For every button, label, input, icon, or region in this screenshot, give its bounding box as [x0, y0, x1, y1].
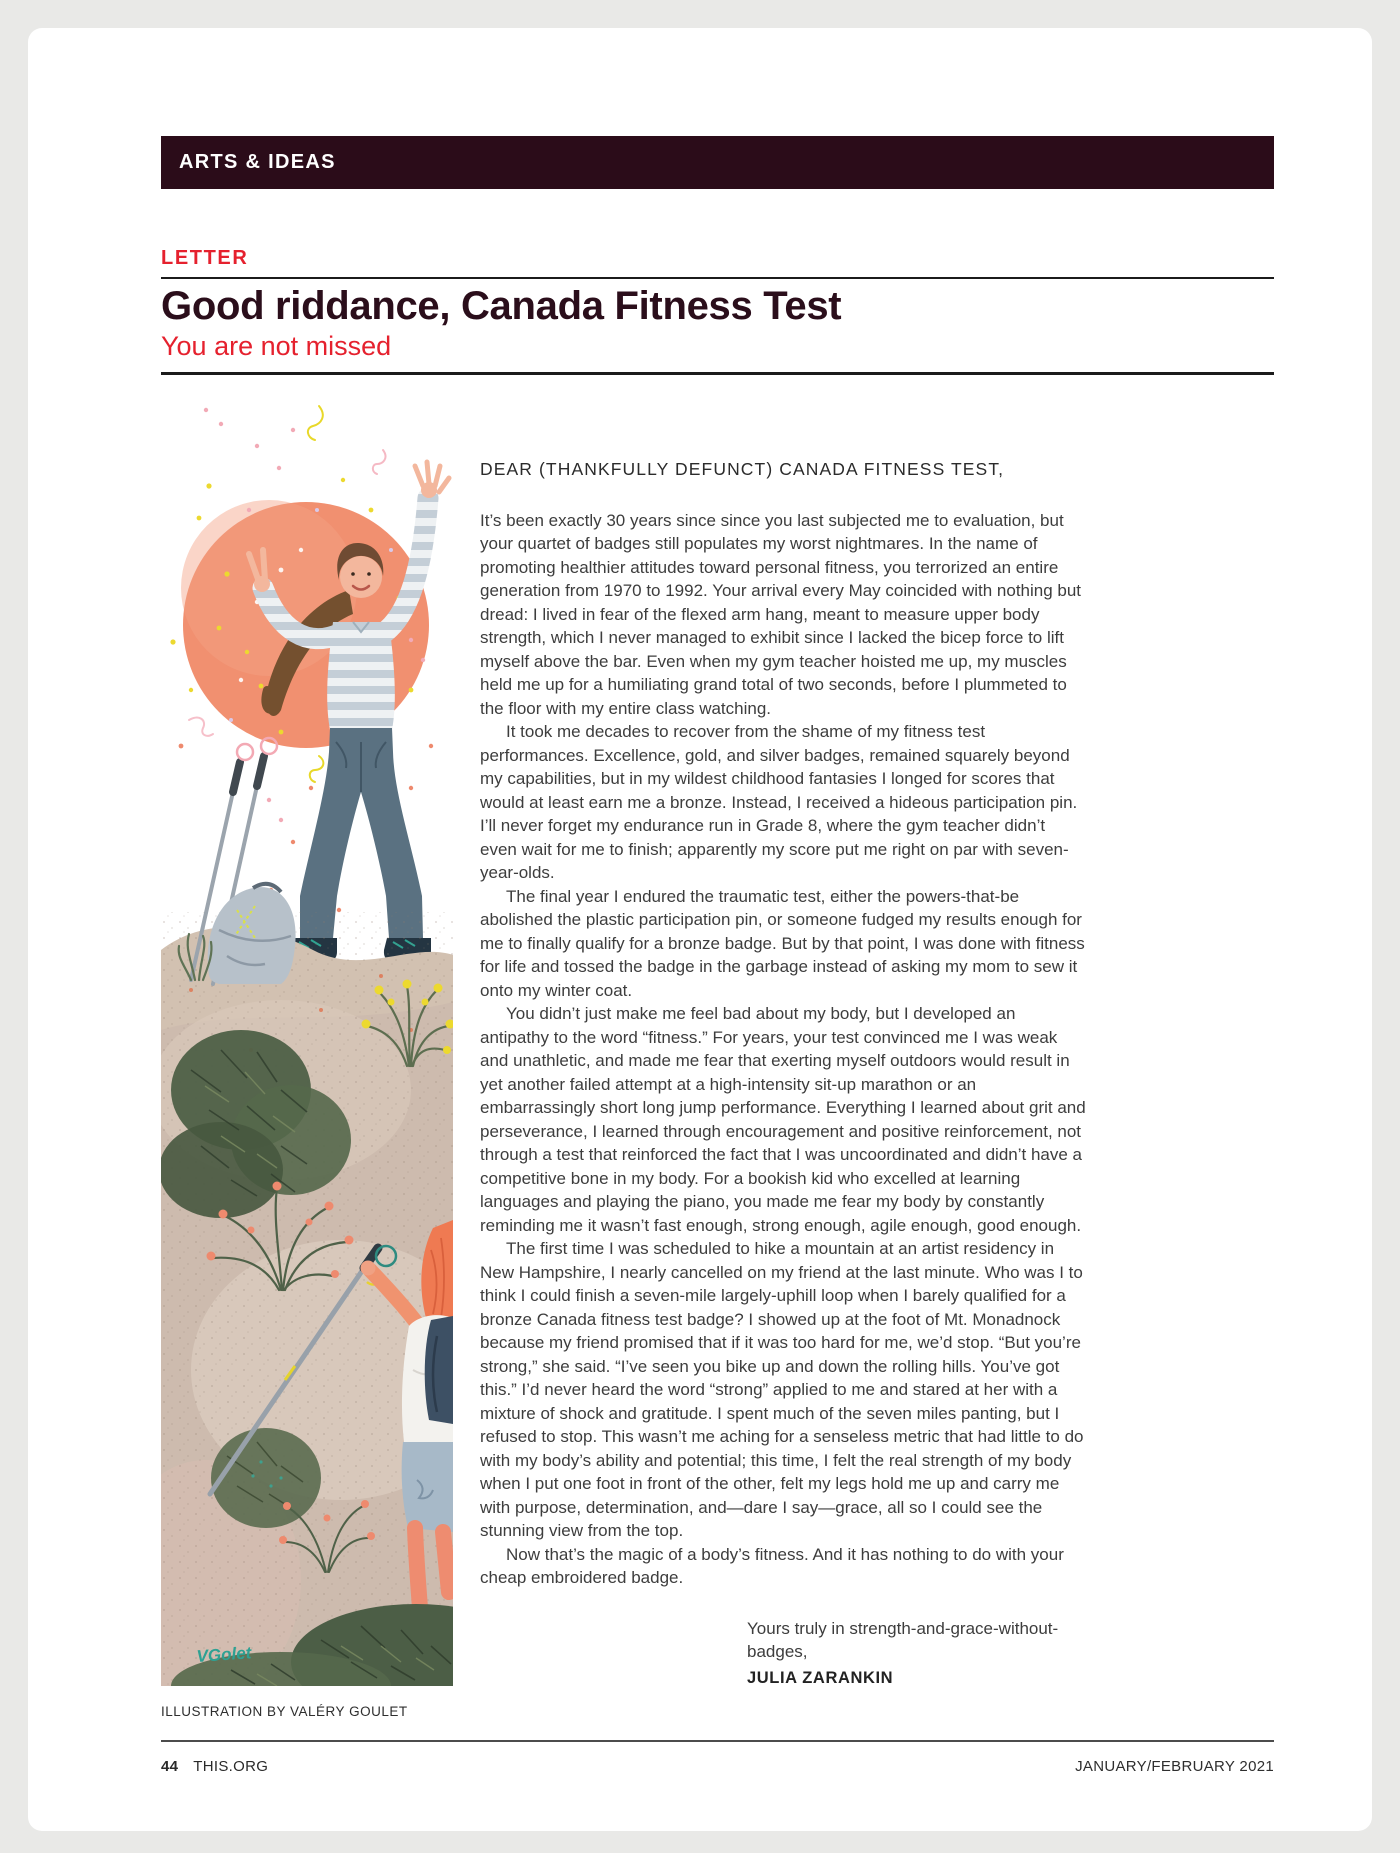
footer-site: THIS.ORG [193, 1758, 269, 1775]
hiker-shorts [402, 1442, 453, 1532]
illustration-svg [161, 390, 453, 1686]
letter-body [480, 509, 1086, 1590]
backpack-on-ground [208, 884, 296, 984]
kicker-label: LETTER [161, 247, 249, 269]
letter-paragraph: It took me decades to recover from the shame of my fitness test performances. Excellence, gold, and silver badges, remained squarely beyond my capabilities, but in my wildest childhood fantasies I longed for scores that would at least earn me a bronze. Instead, I received a hideous participation pin. I’ll never forget my endurance run in Grade 8, where the gym teacher didn’t even wait for me to finish; apparently my score put me right on par with seven-year-olds. [480, 722, 1078, 882]
section-label: ARTS & IDEAS [179, 151, 336, 173]
illustration [161, 390, 453, 1686]
artist-signature: VGolet [195, 1643, 252, 1666]
page-title: Good riddance, Canada Fitness Test [161, 284, 842, 328]
letter-paragraph: You didn’t just make me feel bad about my body, but I developed an antipathy to the word “fitness.” For years, your test convinced me I was weak and unathletic, and made me fear that exerting myself outdoors would result in yet another failed attempt at a high-intensity sit-up marathon or an embarrassingly short long jump performance. Everything I learned about grit and perseverance, I learned through encouragement and positive reinforcement, not through a test that reinforced the fact that I was uncoordinated and didn’t have a competitive bone in my body. For a bookish kid who excelled at learning languages and playing the piano, you made me fear my body by constantly reminding me it wasn’t fast enough, strong enough, agile enough, good enough. [480, 1004, 1086, 1235]
green-patch-center [211, 1428, 321, 1528]
letter-paragraph: Now that’s the magic of a body’s fitness. And it has nothing to do with your cheap embroidered badge. [480, 1544, 1064, 1587]
page-number: 44 [161, 1758, 179, 1775]
divider-rule-top [161, 277, 1274, 279]
letter-signoff [747, 1617, 1086, 1691]
footer-rule [161, 1740, 1274, 1742]
divider-rule-bottom [161, 372, 1274, 375]
letter-salutation: DEAR (THANKFULLY DEFUNCT) CANADA FITNESS TEST, [480, 459, 1005, 479]
page-subtitle: You are not missed [161, 331, 392, 361]
footer-issue: JANUARY/FEBRUARY 2021 [1075, 1758, 1274, 1775]
letter-paragraph: It’s been exactly 30 years since since you last subjected me to evaluation, but your quartet of badges still populates my worst nightmares. In the name of promoting healthier attitudes toward personal fitness, you terrorized an entire generation from 1970 to 1992. Your arrival every May coincided with nothing but dread: I lived in fear of the flexed arm hang, meant to measure upper body strength, which I never managed to exhibit since I lacked the bicep force to lift myself above the bar. Even when my gym teacher hoisted me up, my muscles held me up for a humiliating grand total of two seconds, before I plummeted to the floor with my entire class watching. [480, 510, 1082, 718]
section-banner [161, 136, 1274, 189]
letter-paragraph: The final year I endured the traumatic test, either the powers-that-be abolished the plastic participation pin, or someone fudged my results enough for me to finally qualify for a bronze badge. But by that point, I was done with fitness for life and tossed the badge in the garbage instead of asking my mom to sew it onto my winter coat. [480, 886, 1085, 1000]
signoff-name: JULIA ZARANKIN [747, 1668, 894, 1687]
striped-sweater [327, 622, 395, 730]
magazine-page [28, 28, 1372, 1831]
face [340, 556, 382, 598]
illustration-credit: ILLUSTRATION BY VALÉRY GOULET [161, 1704, 408, 1719]
letter-column [480, 458, 1086, 1690]
signoff-line: Yours truly in strength-and-grace-without-badges, [747, 1618, 1059, 1661]
hiker-backpack [425, 1316, 453, 1424]
letter-paragraph: The first time I was scheduled to hike a mountain at an artist residency in New Hampshire, I nearly cancelled on my friend at the last minute. Who was I to think I could finish a seven-mile largely-uphill loop when I barely qualified for a bronze Canada fitness test badge? I showed up at the foot of Mt. Monadnock because my friend promised that if it was too hard for me, we’d stop. “But you’re strong,” she said. “I’ve seen you bike up and down the rolling hills. You’ve got this.” I’d never heard the word “strong” applied to me and stared at her with a mixture of shock and gratitude. I spent much of the seven miles panting, but I refused to stop. This wasn’t me aching for a senseless metric that had little to do with my body’s ability and potential; this time, I felt the real strength of my body when I put one foot in front of the other, felt my legs hold me up and carry me with purpose, determination, and—dare I say—grace, all so I could see the stunning view from the top. [480, 1239, 1084, 1540]
